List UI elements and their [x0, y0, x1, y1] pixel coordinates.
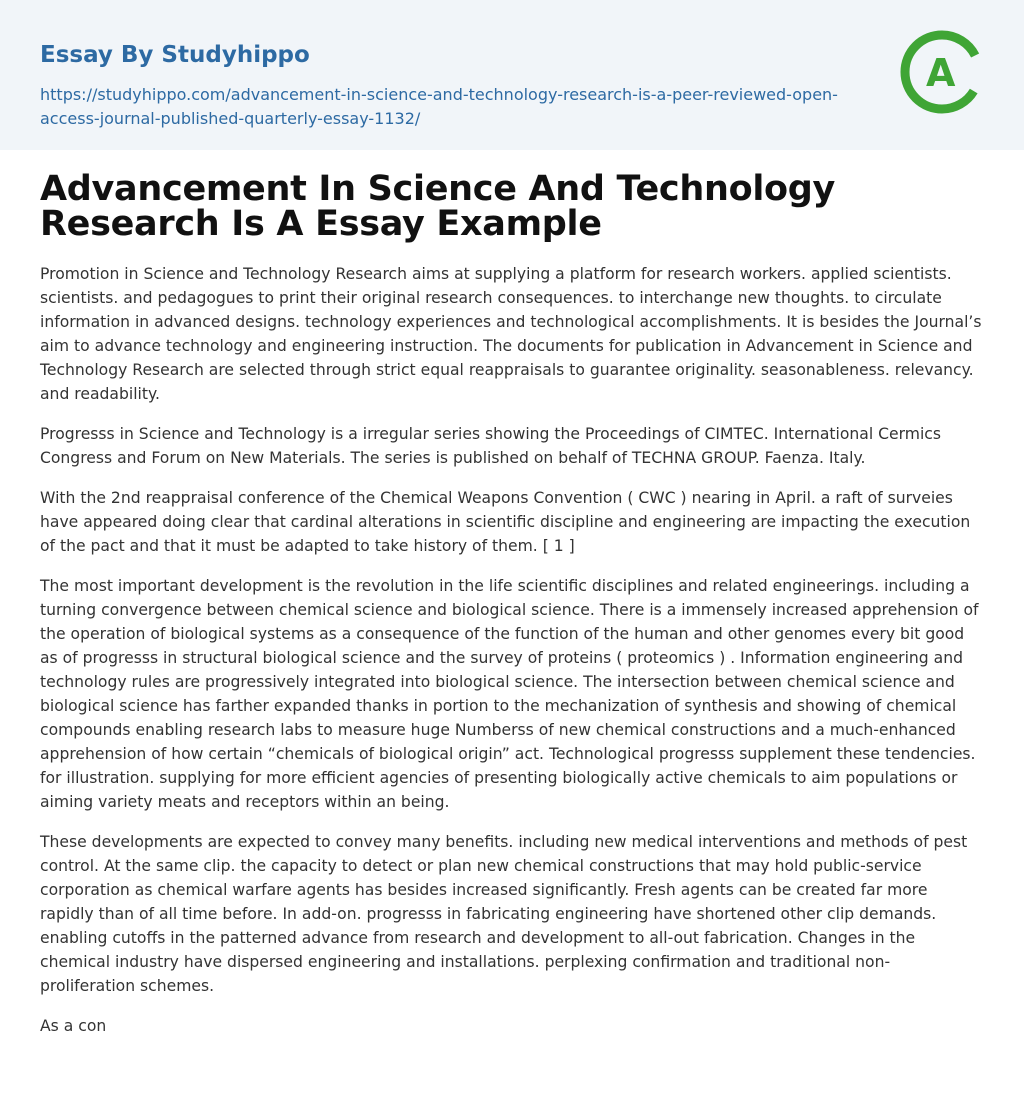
site-header — [0, 0, 1024, 150]
essay-url-link[interactable]: https://studyhippo.com/advancement-in-science-and-technology-research-is-a-peer-reviewed-open-access-journal-published-quarterly-essay-1132/ — [40, 85, 838, 128]
paragraph-6-truncated: As a con — [40, 1017, 107, 1035]
paragraph-4: The most important development is the revolution in the life scientific disciplines and related engineerings. including a turning convergence between chemical science and biological science. There is a immensely increased apprehension of the operation of biological systems as a consequence of the function of the human and other genomes every bit good as of progresss in structural biological science and the survey of proteins ( proteomics ) . Information engineering and technology rules are progressively integrated into biological science. The intersection between chemical science and biological science has farther expanded thanks in portion to the mechanization of synthesis and showing of chemical compounds enabling research labs to measure huge Numberss of new chemical constructions and a much-enhanced apprehension of how certain “chemicals of biological origin” act. Technological progresss supplement these tendencies. for illustration. supplying for more efficient agencies of presenting biologically active chemicals to aim populations or aiming variety meats and receptors within an being. — [40, 577, 979, 811]
site-brand[interactable]: Essay By Studyhippo — [40, 42, 310, 68]
logo-letter: A — [926, 51, 956, 95]
page-title: Advancement In Science And Technology Research Is A Essay Example — [40, 169, 836, 244]
article-body — [0, 169, 1024, 1038]
paragraph-5: These developments are expected to convey many benefits. including new medical interventions and methods of pest control. At the same clip. the capacity to detect or plan new chemical constructions that may hold public-service corporation as chemical warfare agents has besides increased significantly. Fresh agents can be created far more rapidly than of all time before. In add-on. progresss in fabricating engineering have shortened other clip demands. enabling cutoffs in the patterned advance from research and development to all-out fabrication. Changes in the chemical industry have dispersed engineering and installations. perplexing confirmation and traditional non-proliferation schemes. — [40, 833, 968, 995]
paragraph-2: Progresss in Science and Technology is a irregular series showing the Proceedings of CIMTEC. International Cermics Congress and Forum on New Materials. The series is published on behalf of TECHNA GROUP. Faenza. Italy. — [40, 425, 941, 467]
studyhippo-logo-icon[interactable] — [899, 29, 985, 115]
paragraph-3: With the 2nd reappraisal conference of the Chemical Weapons Convention ( CWC ) nearing in April. a raft of surveies have appeared doing clear that cardinal alterations in scientific discipline and engineering are impacting the execution of the pact and that it must be adapted to take history of them. [ 1 ] — [40, 489, 971, 555]
paragraph-1: Promotion in Science and Technology Research aims at supplying a platform for research workers. applied scientists. scientists. and pedagogues to print their original research consequences. to interchange new thoughts. to circulate information in advanced designs. technology experiences and technological accomplishments. It is besides the Journal’s aim to advance technology and engineering instruction. The documents for publication in Advancement in Science and Technology Research are selected through strict equal reappraisals to guarantee originality. seasonableness. relevancy. and readability. — [40, 265, 982, 403]
